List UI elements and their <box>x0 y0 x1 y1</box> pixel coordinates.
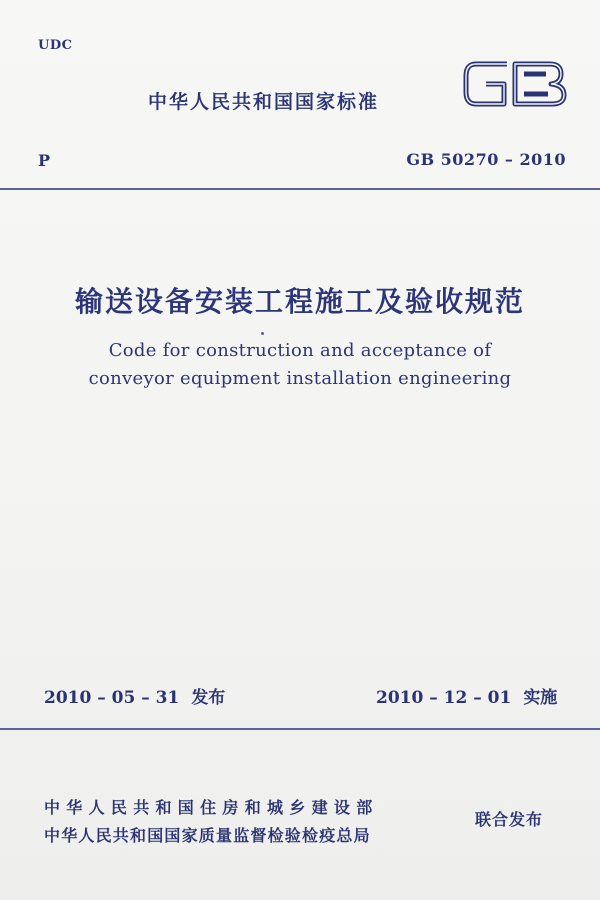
issue-label: 发布 <box>191 688 226 708</box>
joint-publish-label: 联合发布 <box>475 810 544 829</box>
category-letter: P <box>38 151 51 170</box>
udc-label: UDC <box>38 38 73 53</box>
bottom-divider <box>0 728 600 730</box>
title-english-line1: Code for construction and acceptance of <box>108 340 492 361</box>
standard-type-title: 中华人民共和国国家标准 <box>148 91 380 113</box>
title-english-line2: conveyor equipment installation engineering <box>88 368 512 389</box>
standard-number: GB 50270 – 2010 <box>406 150 566 169</box>
top-divider <box>0 188 600 190</box>
decorative-dot <box>261 332 264 335</box>
implement-date: 2010 – 12 – 01 <box>376 688 512 708</box>
implement-label: 实施 <box>523 688 558 708</box>
gb-logo-icon <box>460 54 570 114</box>
issue-date: 2010 – 05 – 31 <box>44 688 180 708</box>
publisher-ministry-housing: 中华人民共和国住房和城乡建设部 <box>44 798 379 817</box>
title-chinese: 输送设备安装工程施工及验收规范 <box>74 285 525 318</box>
implement-date-row <box>376 683 557 708</box>
issue-date-row <box>44 683 225 708</box>
publisher-aqsiq: 中华人民共和国国家质量监督检验检疫总局 <box>44 826 371 845</box>
